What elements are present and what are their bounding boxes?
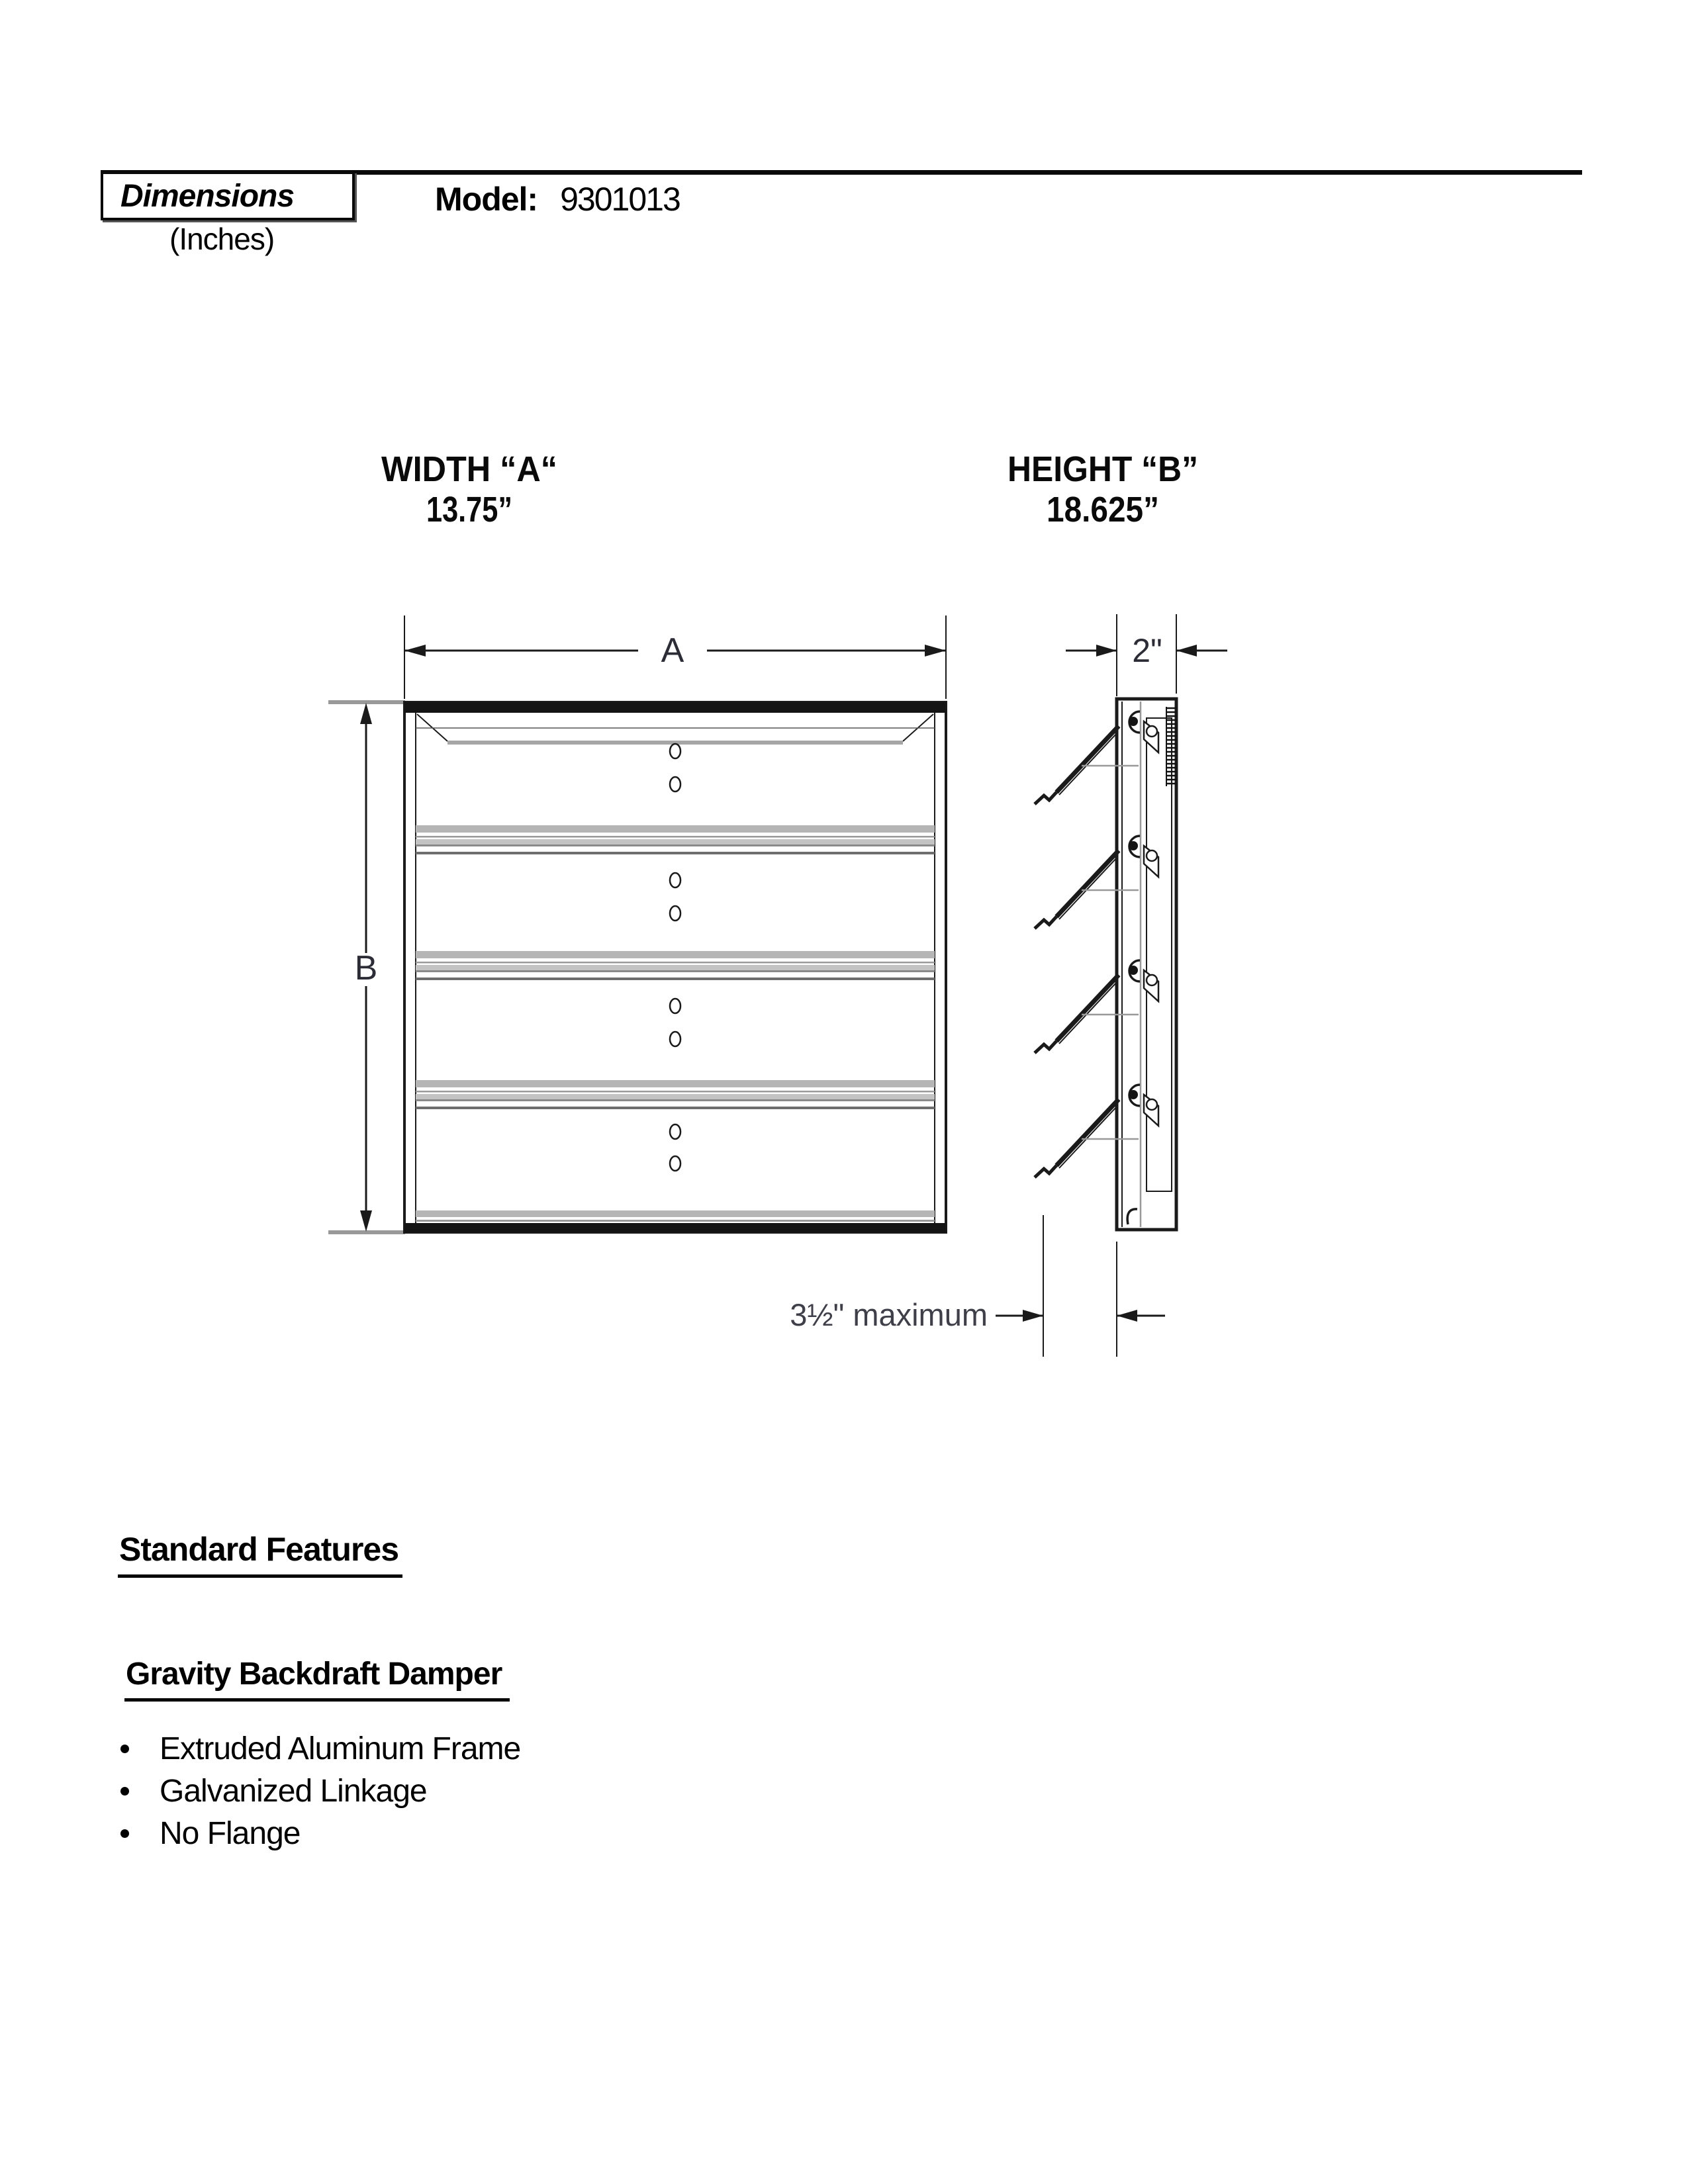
bullet-icon <box>120 1745 129 1753</box>
height-title: HEIGHT “B” <box>1008 449 1198 489</box>
feature-text: Galvanized Linkage <box>160 1773 427 1809</box>
height-value: 18.625” <box>1047 490 1159 529</box>
damper-technical-drawing <box>0 410 1688 1403</box>
features-subheading: Gravity Backdraft Damper <box>124 1656 510 1702</box>
page-title: Dimensions <box>120 178 295 214</box>
bottom-rail <box>416 1210 935 1222</box>
model-number: 9301013 <box>560 181 680 218</box>
features-heading: Standard Features <box>118 1530 402 1578</box>
damper-front-view <box>404 702 946 1232</box>
list-item <box>120 1775 520 1807</box>
dim-projection-label: 3½" maximum <box>790 1297 988 1332</box>
dimension-projection <box>790 1215 1165 1357</box>
features-list <box>120 1733 520 1860</box>
width-value: 13.75” <box>426 490 512 529</box>
dimension-a <box>404 615 946 699</box>
dimension-depth <box>1066 614 1227 696</box>
damper-side-view <box>1035 699 1176 1230</box>
spec-labels <box>381 449 1198 529</box>
width-title: WIDTH “A“ <box>381 449 557 489</box>
list-item <box>120 1733 520 1764</box>
dim-depth-label: 2" <box>1132 632 1162 669</box>
model-row <box>435 180 680 218</box>
feature-text: No Flange <box>160 1815 301 1851</box>
model-label: Model: <box>435 181 538 218</box>
dimensions-box <box>101 171 355 220</box>
bullet-icon <box>120 1829 129 1838</box>
units-label: (Inches) <box>169 222 275 256</box>
list-item <box>120 1817 520 1849</box>
dim-b-letter: B <box>354 949 378 987</box>
bullet-icon <box>120 1787 129 1796</box>
feature-text: Extruded Aluminum Frame <box>160 1731 521 1766</box>
dimension-b <box>328 702 405 1232</box>
dim-a-letter: A <box>661 631 684 670</box>
